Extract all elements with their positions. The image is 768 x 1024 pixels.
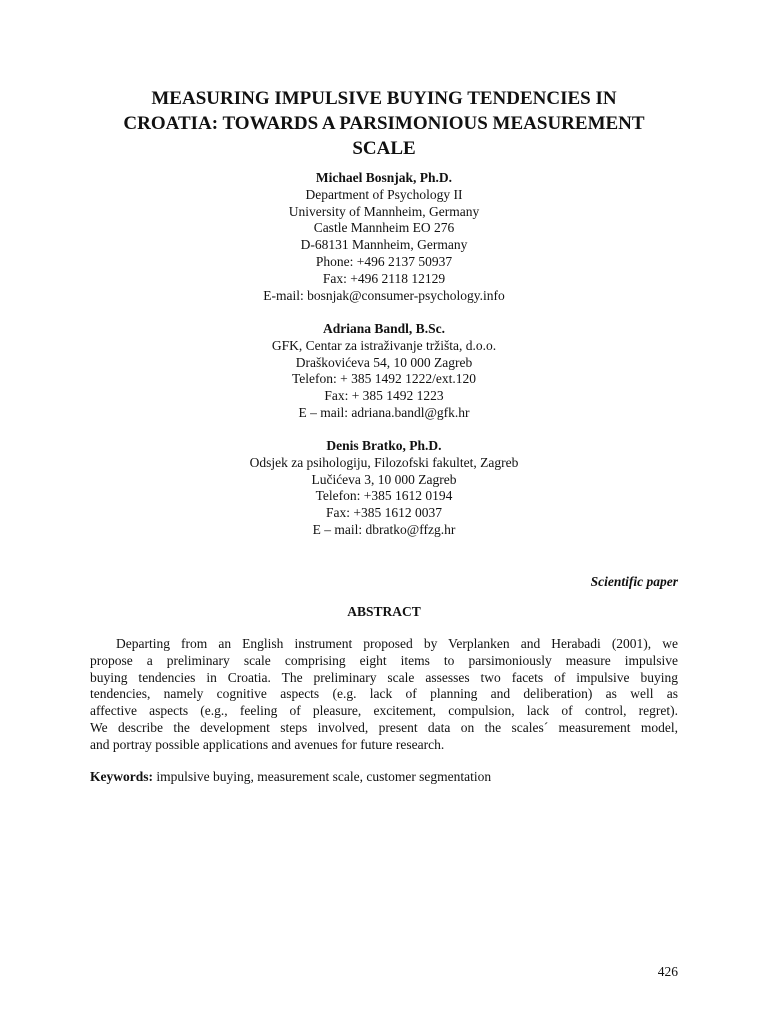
paper-title xyxy=(80,86,688,161)
affiliation-line: Odsjek za psihologiju, Filozofski fakultet, Zagreb xyxy=(249,454,519,470)
address-line: Draškovićeva 54, 10 000 Zagreb xyxy=(295,354,473,370)
author-name: Adriana Bandl, B.Sc. xyxy=(323,321,445,336)
abstract-body xyxy=(90,636,678,754)
keywords-text: impulsive buying, measurement scale, customer segmentation xyxy=(153,769,492,784)
email-line: E – mail: dbratko@ffzg.hr xyxy=(312,521,456,537)
paper-type-label: Scientific paper xyxy=(590,574,678,589)
title-line: SCALE xyxy=(352,138,416,159)
keywords-label: Keywords: xyxy=(90,769,153,784)
abstract-line: We describe the development steps involved, present data on the scales´ measurement model, xyxy=(90,719,678,735)
author-name: Michael Bosnjak, Ph.D. xyxy=(315,170,453,185)
address-line: Lučićeva 3, 10 000 Zagreb xyxy=(311,471,457,487)
author-block-bosnjak xyxy=(90,170,678,304)
fax-line: Fax: +496 2118 12129 xyxy=(322,270,446,286)
phone-line: Telefon: + 385 1492 1222/ext.120 xyxy=(291,371,477,387)
email-line: E-mail: bosnjak@consumer-psychology.info xyxy=(263,287,505,303)
fax-line: Fax: + 385 1492 1223 xyxy=(324,388,444,404)
title-line: MEASURING IMPULSIVE BUYING TENDENCIES IN xyxy=(151,88,617,109)
address-line: Castle Mannheim EO 276 xyxy=(313,220,455,236)
author-name: Denis Bratko, Ph.D. xyxy=(326,438,442,453)
fax-line: Fax: +385 1612 0037 xyxy=(326,505,442,521)
abstract-heading: ABSTRACT xyxy=(347,604,421,619)
affiliation-line: University of Mannheim, Germany xyxy=(288,203,480,219)
affiliation-line: GFK, Centar za istraživanje tržišta, d.o.o. xyxy=(271,337,497,353)
phone-line: Phone: +496 2137 50937 xyxy=(315,253,453,269)
abstract-line: and portray possible applications and avenues for future research. xyxy=(90,736,445,752)
abstract-line: buying tendencies in Croatia. The preliminary scale assesses two facets of impulsive buying xyxy=(90,669,678,685)
email-line: E – mail: adriana.bandl@gfk.hr xyxy=(298,404,470,420)
affiliation-line: Department of Psychology II xyxy=(305,186,463,202)
keywords-line xyxy=(90,769,678,786)
abstract-line: Departing from an English instrument proposed by Verplanken and Herabadi (2001), we xyxy=(116,636,678,651)
abstract-line: tendencies, namely cognitive aspects (e.g. lack of planning and deliberation) as well as xyxy=(90,686,678,702)
phone-line: Telefon: +385 1612 0194 xyxy=(315,488,453,504)
address-line: D-68131 Mannheim, Germany xyxy=(300,237,468,253)
author-block-bratko xyxy=(90,438,678,539)
abstract-line: propose a preliminary scale comprising eight items to parsimoniously measure impulsive xyxy=(90,652,678,668)
author-block-bandl xyxy=(90,321,678,422)
page-number: 426 xyxy=(657,964,678,979)
title-line: CROATIA: TOWARDS A PARSIMONIOUS MEASUREMENT xyxy=(123,113,645,134)
abstract-line: affective aspects (e.g., feeling of pleasure, excitement, compulsion, lack of control, regret). xyxy=(90,703,678,719)
